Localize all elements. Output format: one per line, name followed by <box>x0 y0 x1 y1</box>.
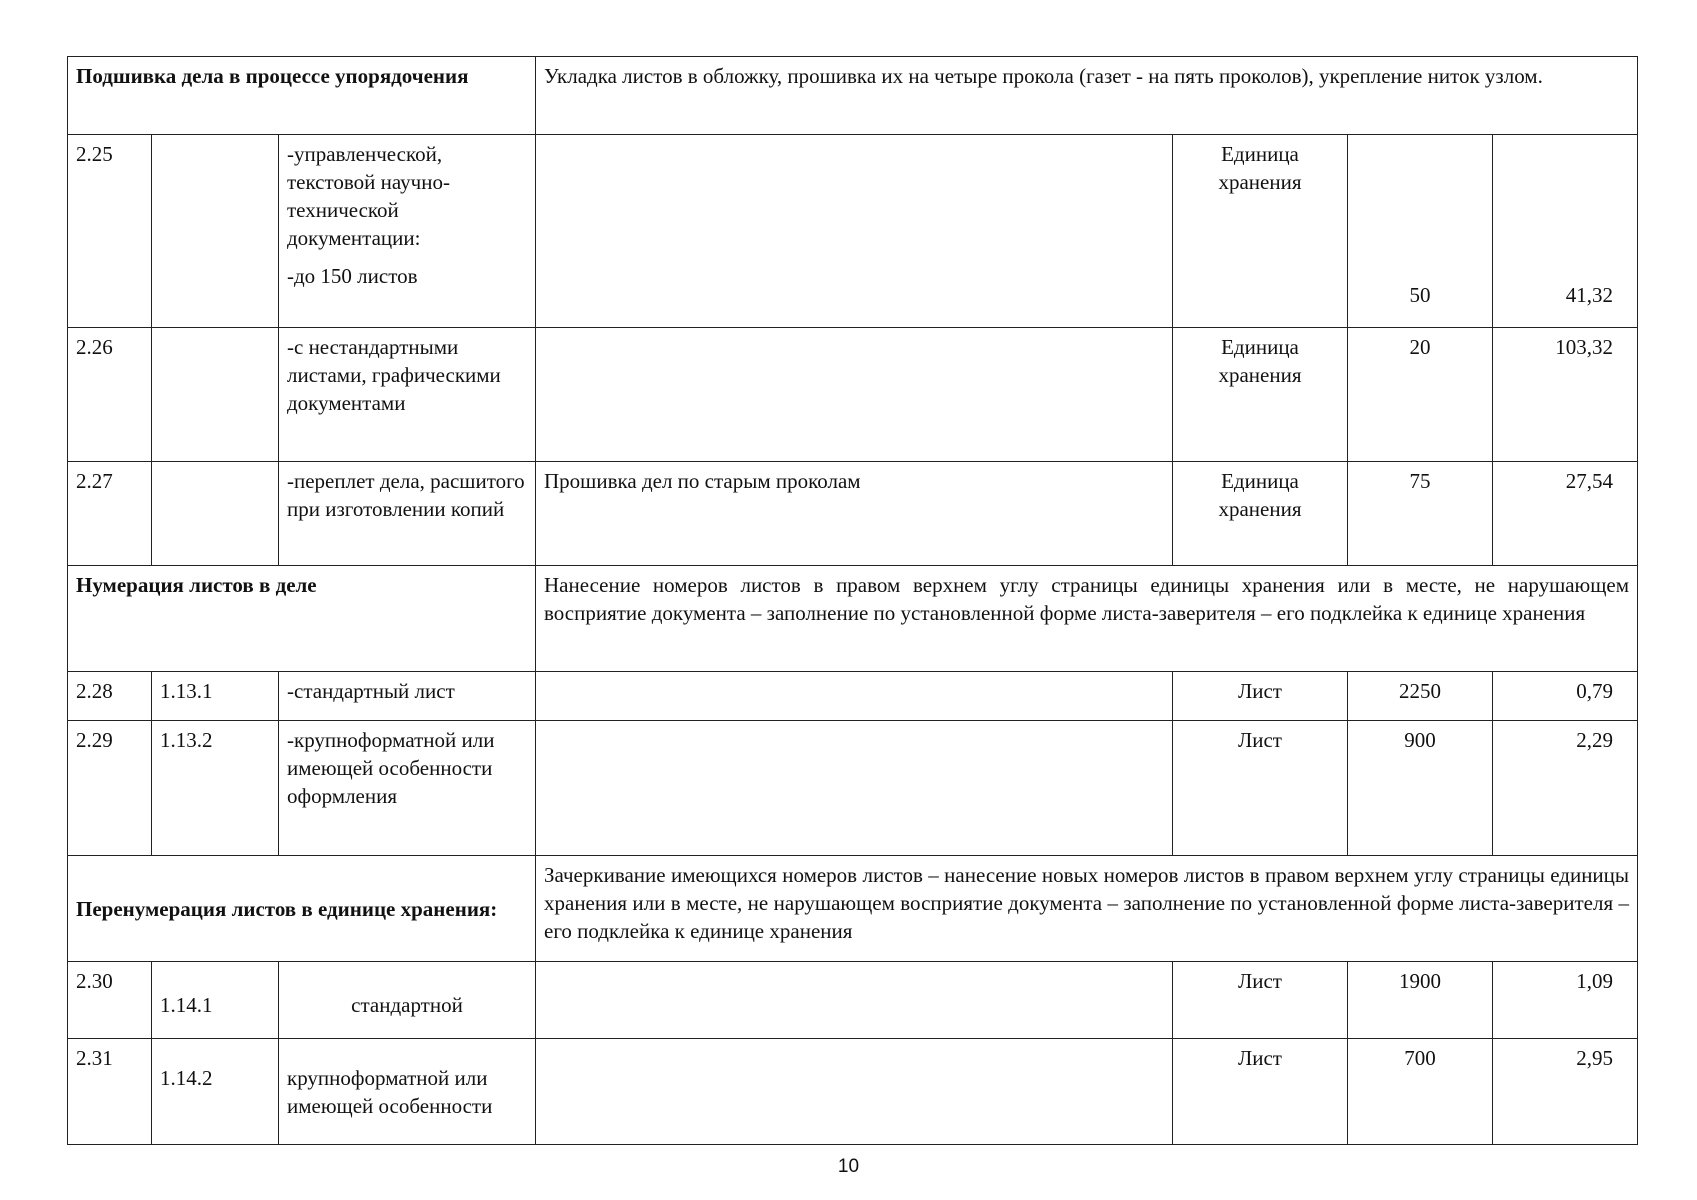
row-norm: 50 <box>1348 135 1493 328</box>
section-description: Укладка листов в обложку, прошивка их на четыре прокола (газет - на пять проколов), укрепление ниток узлом. <box>536 57 1638 135</box>
row-price: 2,29 <box>1493 721 1638 856</box>
row-description <box>536 721 1173 856</box>
row-code: 1.13.2 <box>152 721 279 856</box>
section-header-renumbering <box>68 856 1638 962</box>
table-row <box>68 721 1638 856</box>
row-name: крупноформатной или имеющей особенности <box>279 1039 536 1145</box>
row-name: стандартной <box>279 962 536 1039</box>
section-title: Нумерация листов в деле <box>68 566 536 672</box>
table-row <box>68 328 1638 462</box>
row-code: 1.13.1 <box>152 672 279 721</box>
row-unit: Лист <box>1173 962 1348 1039</box>
row-name-line: -до 150 листов <box>287 264 418 288</box>
row-unit: Единица хранения <box>1173 328 1348 462</box>
row-norm: 20 <box>1348 328 1493 462</box>
row-description <box>536 328 1173 462</box>
row-number: 2.28 <box>68 672 152 721</box>
row-price: 2,95 <box>1493 1039 1638 1145</box>
row-norm: 75 <box>1348 462 1493 566</box>
section-header-numbering <box>68 566 1638 672</box>
page-number: 10 <box>837 1156 860 1177</box>
row-unit: Единица хранения <box>1173 462 1348 566</box>
row-price: 0,79 <box>1493 672 1638 721</box>
row-name: -переплет дела, расшитого при изготовлении копий <box>279 462 536 566</box>
row-number: 2.27 <box>68 462 152 566</box>
table-row <box>68 962 1638 1039</box>
row-price: 103,32 <box>1493 328 1638 462</box>
table-row <box>68 672 1638 721</box>
row-price: 1,09 <box>1493 962 1638 1039</box>
row-number: 2.30 <box>68 962 152 1039</box>
row-description: Прошивка дел по старым проколам <box>536 462 1173 566</box>
row-code <box>152 328 279 462</box>
row-description <box>536 135 1173 328</box>
row-name: -с нестандартными листами, графическими документами <box>279 328 536 462</box>
row-price: 41,32 <box>1493 135 1638 328</box>
row-code <box>152 135 279 328</box>
row-name <box>279 135 536 328</box>
section-title: Подшивка дела в процессе упорядочения <box>68 57 536 135</box>
table-row <box>68 135 1638 328</box>
section-header-binding <box>68 57 1638 135</box>
row-norm: 700 <box>1348 1039 1493 1145</box>
row-number: 2.29 <box>68 721 152 856</box>
row-code: 1.14.2 <box>152 1039 279 1145</box>
row-price: 27,54 <box>1493 462 1638 566</box>
row-number: 2.26 <box>68 328 152 462</box>
row-description <box>536 672 1173 721</box>
row-name: -стандартный лист <box>279 672 536 721</box>
row-unit: Лист <box>1173 1039 1348 1145</box>
row-norm: 1900 <box>1348 962 1493 1039</box>
row-norm: 2250 <box>1348 672 1493 721</box>
row-number: 2.25 <box>68 135 152 328</box>
row-unit: Лист <box>1173 672 1348 721</box>
table-row <box>68 462 1638 566</box>
section-title: Перенумерация листов в единице хранения: <box>68 856 536 962</box>
row-norm: 900 <box>1348 721 1493 856</box>
row-name: -крупноформатной или имеющей особенности оформления <box>279 721 536 856</box>
tariff-table <box>67 56 1638 1145</box>
row-number: 2.31 <box>68 1039 152 1145</box>
row-code <box>152 462 279 566</box>
row-unit: Единица хранения <box>1173 135 1348 328</box>
row-name-line: -управленческой, текстовой научно-технической документации: <box>287 142 450 250</box>
section-description: Нанесение номеров листов в правом верхнем углу страницы единицы хранения или в месте, не нарушающем восприятие документа – заполнение по установленной форме листа-заверителя – его подклейка к единице хранения <box>536 566 1638 672</box>
row-code: 1.14.1 <box>152 962 279 1039</box>
row-description <box>536 1039 1173 1145</box>
row-description <box>536 962 1173 1039</box>
section-description: Зачеркивание имеющихся номеров листов – нанесение новых номеров листов в правом верхнем углу страницы единицы хранения или в месте, не нарушающем восприятие документа – заполнение по установленной форме листа-заверителя – его подклейка к единице хранения <box>536 856 1638 962</box>
row-unit: Лист <box>1173 721 1348 856</box>
table-row <box>68 1039 1638 1145</box>
